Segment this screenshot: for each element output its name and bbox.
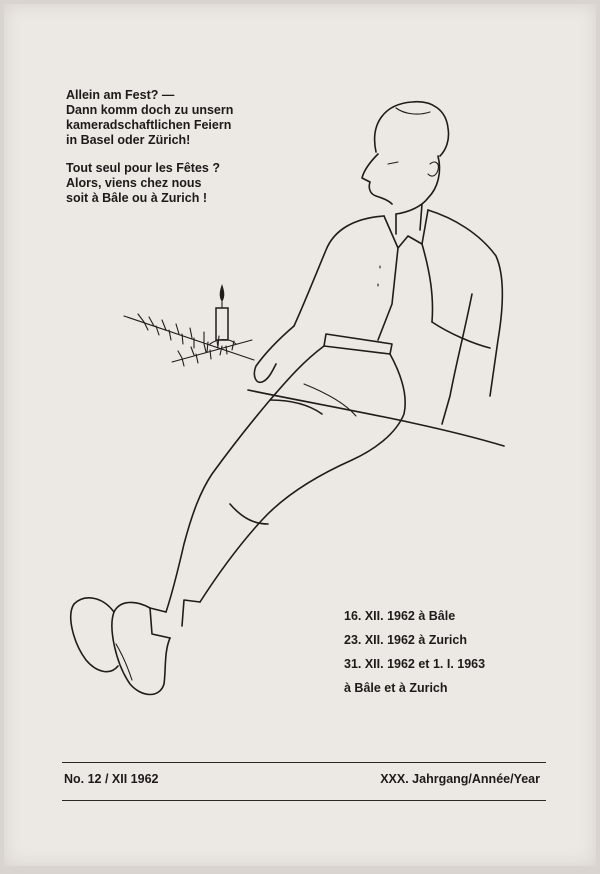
german-line: kameradschaftlichen Feiern xyxy=(66,118,232,132)
pine-branch-candle xyxy=(124,284,254,366)
event-dates xyxy=(344,604,485,700)
footer-rule-bottom xyxy=(62,800,546,801)
french-line: soit à Bâle ou à Zurich ! xyxy=(66,191,207,205)
volume-label: XXX. Jahrgang/Année/Year xyxy=(380,772,540,786)
seated-man-illustration xyxy=(4,4,596,866)
date-line: 31. XII. 1962 et 1. I. 1963 xyxy=(344,657,486,671)
date-line: à Bâle et à Zurich xyxy=(344,681,448,695)
german-line: Allein am Fest? — xyxy=(66,88,175,102)
bench-edge xyxy=(248,390,504,446)
date-line: 16. XII. 1962 à Bâle xyxy=(344,609,456,623)
german-line: Dann komm doch zu unsern xyxy=(66,103,234,117)
date-line: 23. XII. 1962 à Zurich xyxy=(344,633,467,647)
french-line: Tout seul pour les Fêtes ? xyxy=(66,161,220,175)
german-line: in Basel oder Zürich! xyxy=(66,133,191,147)
magazine-page xyxy=(4,4,596,866)
french-line: Alors, viens chez nous xyxy=(66,176,202,190)
footer-rule-top xyxy=(62,762,546,763)
issue-number: No. 12 / XII 1962 xyxy=(64,772,159,786)
